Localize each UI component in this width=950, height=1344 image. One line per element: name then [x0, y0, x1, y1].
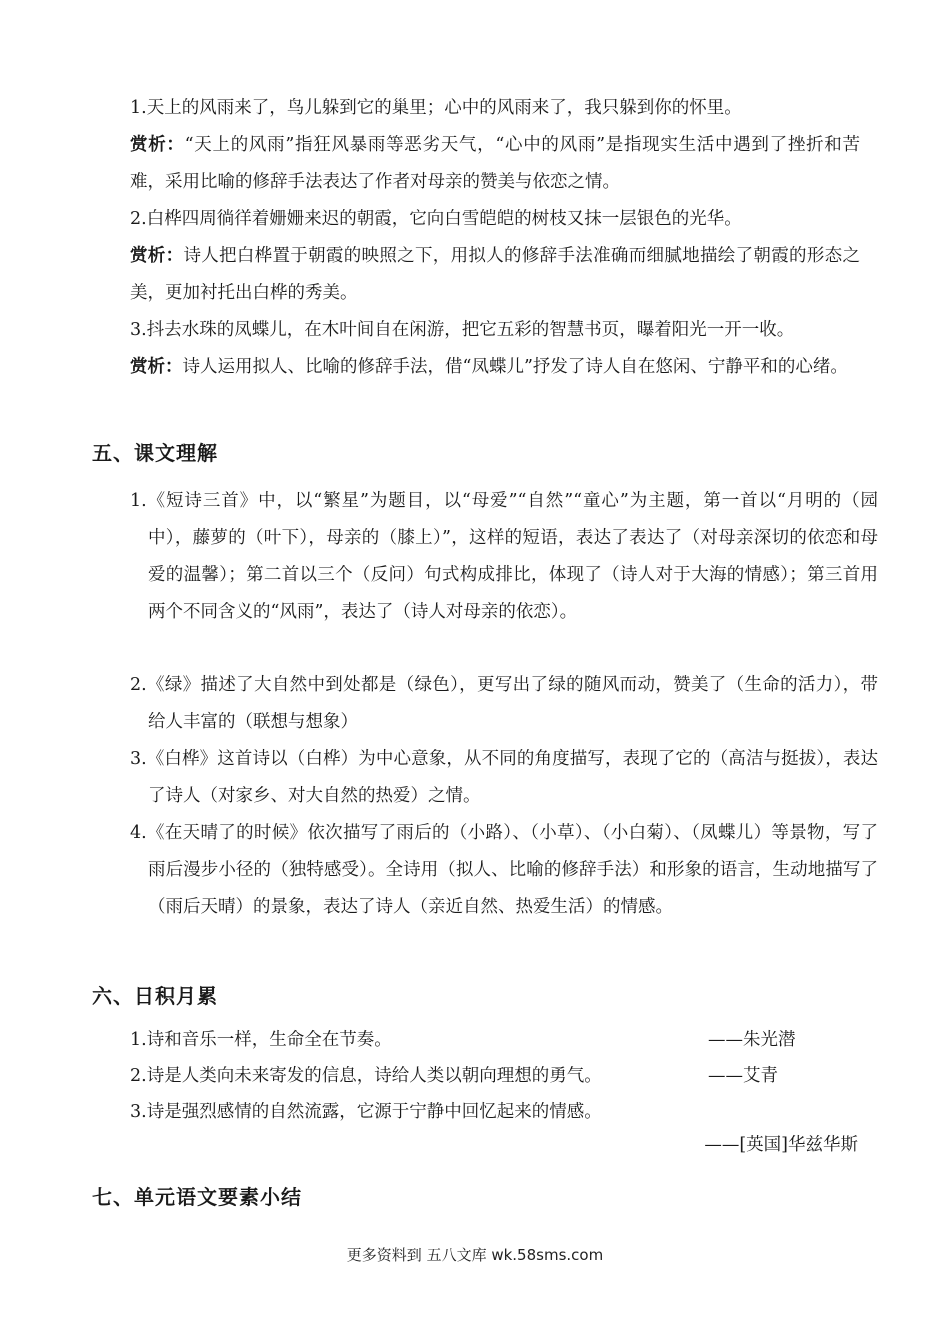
analysis-label: 赏析：	[130, 357, 183, 377]
analysis-text: 诗人运用拟人、比喻的修辞手法，借“凤蝶儿”抒发了诗人自在悠闲、宁静平和的心绪。	[182, 357, 848, 377]
appreciation-analysis-1	[130, 127, 860, 201]
appreciation-analysis-2	[130, 238, 860, 312]
appreciation-sentence-3: 3.抖去水珠的凤蝶儿，在木叶间自在闲游，把它五彩的智慧书页，曝着阳光一开一收。	[130, 320, 795, 340]
analysis-label: 赏析：	[130, 135, 185, 155]
section5-item-1: 1.《短诗三首》中，以“繁星”为题目，以“母爱”“自然”“童心”为主题，第一首以“月明的（园中），藤萝的（叶下），母亲的（膝上）”，这样的短语，表达了表达了（对母亲深切的依恋和母爱的温馨）；第二首以三个（反问）句式构成排比，体现了（诗人对于大海的情感）；第三首用两个不同含义的“风雨”，表达了（诗人对母亲的依恋）。	[130, 491, 878, 622]
analysis-text: 诗人把白桦置于朝霞的映照之下，用拟人的修辞手法准确而细腻地描绘了朝霞的形态之美，更加衬托出白桦的秀美。	[130, 246, 860, 303]
section-heading-5: 五、课文理解	[92, 441, 218, 465]
analysis-label: 赏析：	[130, 246, 184, 266]
appreciation-sentence-1: 1.天上的风雨来了，鸟儿躲到它的巢里；心中的风雨来了，我只躲到你的怀里。	[130, 98, 742, 118]
section5-item-4: 4.《在天晴了的时候》依次描写了雨后的（小路）、（小草）、（小白菊）、（凤蝶儿）等景物，写了雨后漫步小径的（独特感受）。全诗用（拟人、比喻的修辞手法）和形象的语言，生动地描写了（雨后天晴）的景象，表达了诗人（亲近自然、热爱生活）的情感。	[130, 823, 878, 917]
quote-1: 1.诗和音乐一样，生命全在节奏。	[130, 1030, 392, 1050]
appreciation-sentence-2: 2.白桦四周徜徉着姗姗来迟的朝霞，它向白雪皑皑的树枝又抹一层银色的光华。	[130, 209, 742, 229]
appreciation-analysis-3	[130, 349, 860, 386]
quote-2-author: ——艾青	[708, 1066, 778, 1086]
section5-item-2: 2.《绿》描述了大自然中到处都是（绿色），更写出了绿的随风而动，赞美了（生命的活力），带给人丰富的（联想与想象）	[130, 675, 878, 732]
section-heading-7: 七、单元语文要素小结	[92, 1185, 302, 1209]
footer-watermark: 更多资料到 五八文库 wk.58sms.com	[346, 1246, 604, 1264]
quote-1-author: ——朱光潜	[708, 1030, 796, 1050]
quote-2: 2.诗是人类向未来寄发的信息，诗给人类以朝向理想的勇气。	[130, 1066, 602, 1086]
section-heading-6: 六、日积月累	[92, 984, 218, 1008]
analysis-text: “天上的风雨”指狂风暴雨等恶劣天气，“心中的风雨”是指现实生活中遇到了挫折和苦难，采用比喻的修辞手法表达了作者对母亲的赞美与依恋之情。	[130, 135, 860, 192]
section5-item-3: 3.《白桦》这首诗以（白桦）为中心意象，从不同的角度描写，表现了它的（高洁与挺拔），表达了诗人（对家乡、对大自然的热爱）之情。	[130, 749, 878, 806]
quote-3-author: ——[英国]华兹华斯	[704, 1135, 858, 1155]
quote-3: 3.诗是强烈感情的自然流露，它源于宁静中回忆起来的情感。	[130, 1102, 602, 1122]
